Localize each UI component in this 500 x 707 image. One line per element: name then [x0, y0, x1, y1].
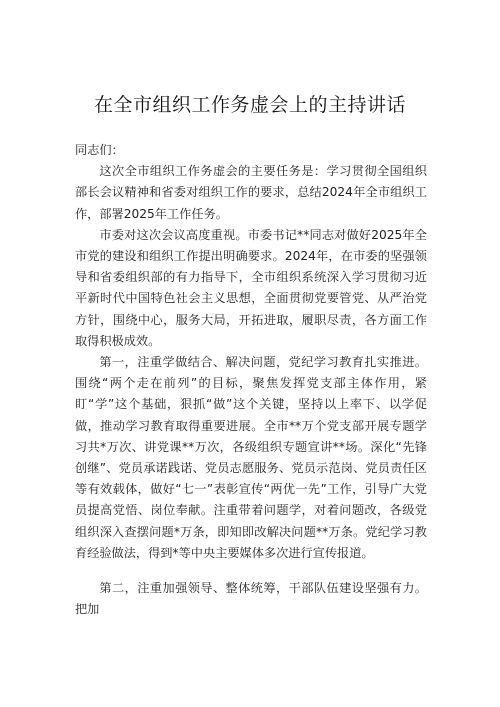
paragraph-3: 第一，注重学做结合、解决问题，党纪学习教育扎实推进。围绕“两个走在前列”的目标，聚焦发挥党支部主体作用，紧盯“学”这个基础，狠抓“做”这个关键，坚持以上率下、以学促做，推动学习教育取得重要进展。全市**万个党支部开展专题学习共*万次、讲党课**万次，各级组织专题宣讲**场。深化“先锋创继”、党员承诺践诺、党员志愿服务、党员示范岗、党员责任区等有效载体，做好“七一”表彰宣传“两优一先”工作，引导广大党员提高党悟、岗位奉献。注重带着问题学，对着问题改，各级党组织深入查摆问题*万条，即知即改解决问题**万条。党纪学习教育经验做法，得到*等中央主要媒体多次进行宣传报道。: [75, 355, 427, 560]
salutation: 同志们：: [75, 143, 124, 157]
paragraph-2: 市委对这次会议高度重视。市委书记**同志对做好2025年全市党的建设和组织工作提出明确要求。2024年，在市委的坚强领导和省委组织部的有力指导下，全市组织系统深入学习贯彻习近平新时代中国特色社会主义思想，全面贯彻党要管党、从严治党方针，围绕中心，服务大局，开拓进取，履职尽责，各方面工作取得积极成效。: [75, 227, 427, 348]
paragraph-4: 第二，注重加强领导、整体统筹，干部队伍建设坚强有力。把加: [75, 581, 427, 617]
document-title: 在全市组织工作务虚会上的主持讲话: [93, 94, 406, 116]
paragraph-1: 这次全市组织工作务虚会的主要任务是：学习贯彻全国组织部长会议精神和省委对组织工作的要求，总结2024年全市组织工作，部署2025年工作任务。: [75, 164, 427, 221]
document-body: [75, 140, 427, 620]
